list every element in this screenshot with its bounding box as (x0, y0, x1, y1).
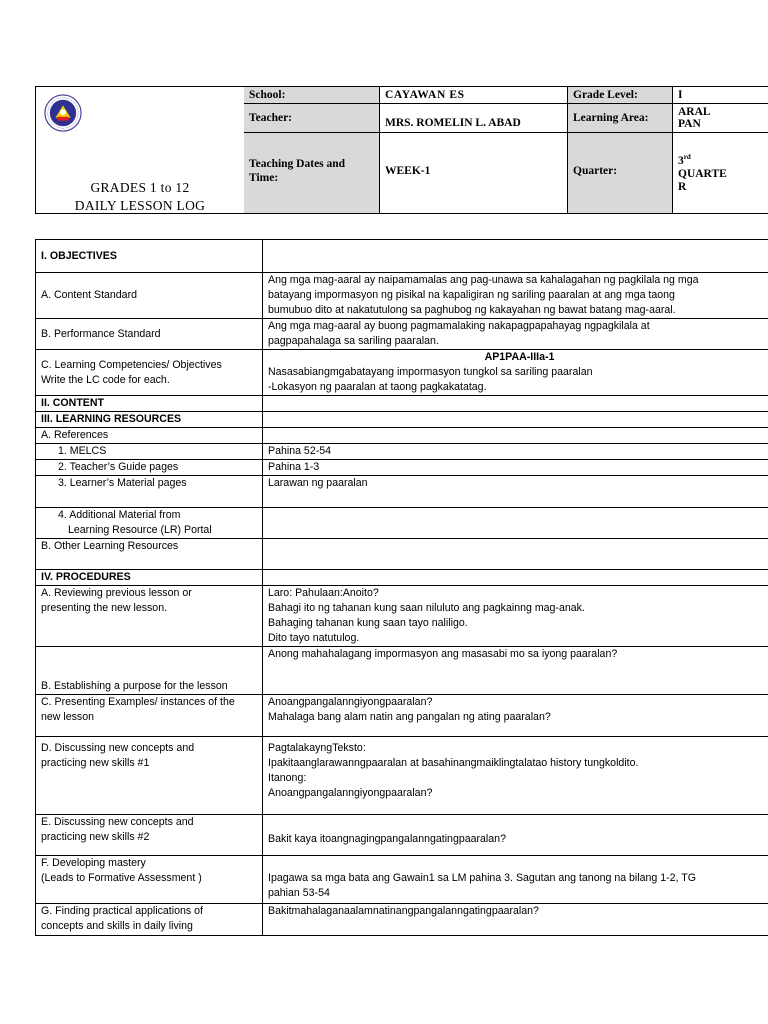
mastery-label (36, 856, 263, 904)
examples-label (36, 695, 263, 737)
teaching-dates-label: Teaching Dates and Time: (244, 133, 379, 213)
table-row (36, 350, 768, 396)
teacher-value: MRS. ROMELIN L. ABAD (385, 117, 521, 129)
table-row (36, 412, 768, 428)
text-line: Learning Resource (LR) Portal (68, 524, 212, 536)
additional-material-label (36, 508, 263, 539)
text-line: Bahaging tahanan kung saan tayo naliligo. (268, 617, 468, 629)
text-line: concepts and skills in daily living (41, 920, 193, 932)
applications-label (36, 904, 263, 936)
table-row (36, 460, 768, 476)
content-heading: II. CONTENT (36, 396, 263, 412)
learning-area-value: ARAL PAN (678, 106, 710, 130)
table-row (36, 508, 768, 539)
discuss-1-label (36, 737, 263, 815)
text-line: Ang mga mag-aaral ay buong pagmamalaking nakapagpapahayag ngpagkilala at (268, 320, 650, 332)
text-line: Mahalaga bang alam natin ang pangalan ng ating paaralan? (268, 711, 551, 723)
deped-seal-icon (44, 94, 82, 132)
text-line: Bahagi ito ng tahanan kung saan niluluto ang pagkainng mag-anak. (268, 602, 585, 614)
table-row (36, 695, 768, 737)
teaching-dates-value: WEEK-1 (385, 165, 431, 177)
school-value: CAYAWAN ES (385, 89, 465, 101)
log-title-daily-lesson-log: DAILY LESSON LOG (74, 198, 206, 213)
text-line: Ang mga mag-aaral ay naipamamalas ang pag-unawa sa kahalagahan ng pagkilala ng mga (268, 274, 699, 286)
purpose-label: B. Establishing a purpose for the lesson (36, 647, 263, 695)
references-label: A. References (36, 428, 263, 444)
text-line: Anoangpangalanngiyongpaaralan? (268, 787, 433, 799)
text-line: new lesson (41, 711, 94, 723)
text-line: E. Discussing new concepts and (41, 816, 194, 828)
text-line: D. Discussing new concepts and (41, 742, 195, 754)
references-cell (263, 428, 768, 444)
table-row (36, 476, 768, 508)
procedures-heading: IV. PROCEDURES (36, 570, 263, 586)
learners-material-value: Larawan ng paaralan (263, 476, 768, 508)
review-label (36, 586, 263, 647)
quarter-text-1: QUARTE (678, 167, 727, 180)
text-line: C. Learning Competencies/ Objectives (41, 358, 222, 371)
table-row (36, 240, 768, 273)
teachers-guide-value: Pahina 1-3 (263, 460, 768, 476)
performance-standard-value (263, 319, 768, 350)
quarter-value (673, 133, 768, 213)
text-line: Ipagawa sa mga bata ang Gawain1 sa LM pahina 3. Sagutan ang tanong na bilang 1-2, TG (268, 872, 696, 884)
learning-competencies-value (263, 350, 768, 396)
objectives-cell (263, 240, 768, 273)
discuss-2-value: Bakit kaya itoangnagingpangalanngatingpaaralan? (263, 815, 768, 856)
table-row (36, 737, 768, 815)
text-line: Laro: Pahulaan:Anoito? (268, 587, 379, 599)
table-row (36, 647, 768, 695)
objectives-heading: I. OBJECTIVES (36, 240, 263, 273)
text-line: -Lokasyon ng paaralan at taong pagkakatatag. (268, 381, 487, 393)
mastery-value (263, 856, 768, 904)
grid-divider (672, 87, 673, 213)
table-row (36, 856, 768, 904)
content-cell (263, 396, 768, 412)
teacher-label: Teacher: (244, 104, 379, 132)
table-row (36, 428, 768, 444)
grid-divider (567, 87, 568, 213)
text-line: pahian 53-54 (268, 887, 330, 899)
text-line: F. Developing mastery (41, 857, 146, 869)
text-line: pagpapahalaga sa sariling paaralan. (268, 335, 439, 347)
discuss-2-label (36, 815, 263, 856)
text-line: Itanong: (268, 772, 307, 784)
table-row (36, 570, 768, 586)
table-row (36, 904, 768, 936)
learning-area-label: Learning Area: (568, 104, 672, 132)
table-row (36, 319, 768, 350)
quarter-number: 3 (678, 154, 684, 167)
performance-standard-label: B. Performance Standard (36, 319, 263, 350)
text-line: Anoangpangalanngiyongpaaralan? (268, 696, 433, 708)
melcs-value: Pahina 52-54 (263, 444, 768, 460)
log-title-grades: GRADES 1 to 12 (90, 180, 190, 195)
header-table (35, 86, 768, 214)
resources-cell (263, 412, 768, 428)
table-row (36, 586, 768, 647)
table-row (36, 815, 768, 856)
content-standard-value (263, 273, 768, 319)
table-row (36, 539, 768, 570)
grid-divider (379, 87, 380, 213)
title-cell (36, 87, 245, 213)
text-line: bumubuo dito at nakatutulong sa paghubog ng kakayahan ng bawat batang mag-aaral. (268, 304, 676, 316)
content-standard-label: A. Content Standard (36, 273, 263, 319)
text-line: A. Reviewing previous lesson or (41, 587, 192, 599)
text-line: practicing new skills #1 (41, 757, 150, 769)
text-line: Dito tayo natutulog. (268, 632, 360, 644)
review-value (263, 586, 768, 647)
grid-divider (244, 103, 768, 104)
other-resources-label: B. Other Learning Resources (36, 539, 263, 570)
quarter-text-2: R (678, 180, 687, 193)
text-line: Write the LC code for each. (41, 373, 170, 386)
lesson-log-table (35, 239, 768, 936)
text-line: Nasasabiangmgabatayang impormasyon tungkol sa sariling paaralan (268, 366, 593, 378)
purpose-value: Anong mahahalagang impormasyon ang masasabi mo sa iyong paaralan? (263, 647, 768, 695)
other-resources-value (263, 539, 768, 570)
text-line: presenting the new lesson. (41, 602, 168, 614)
text-line: C. Presenting Examples/ instances of the (41, 696, 235, 708)
procedures-cell (263, 570, 768, 586)
examples-value (263, 695, 768, 737)
learning-resources-heading: III. LEARNING RESOURCES (36, 412, 263, 428)
header-info-grid (244, 87, 768, 213)
competency-code: AP1PAA-IIIa-1 (484, 351, 555, 363)
table-row (36, 396, 768, 412)
school-label: School: (244, 87, 379, 103)
applications-value: Bakitmahalaganaalamnatinangpangalanngatingpaaralan? (263, 904, 768, 936)
table-row (36, 444, 768, 460)
text-line: PagtalakayngTeksto: (268, 742, 366, 754)
melcs-label: 1. MELCS (36, 444, 263, 460)
grade-level-label: Grade Level: (568, 87, 672, 103)
quarter-label: Quarter: (568, 133, 672, 213)
learning-competencies-label (36, 350, 263, 396)
table-row (36, 273, 768, 319)
additional-material-value (263, 508, 768, 539)
text-line: (Leads to Formative Assessment ) (41, 872, 202, 884)
text-line: 4. Additional Material from (58, 509, 181, 521)
text-line: Ipakitaanglarawanngpaaralan at basahinangmaiklingtalatao history tungkoldito. (268, 757, 639, 769)
teachers-guide-label: 2. Teacher’s Guide pages (36, 460, 263, 476)
learners-material-label: 3. Learner’s Material pages (36, 476, 263, 508)
text-line: batayang impormasyon ng pisikal na kapaligiran ng sariling paaralan at ang mga taong (268, 289, 675, 301)
grid-divider (244, 132, 768, 133)
grade-level-value: I (678, 89, 683, 101)
text-line: practicing new skills #2 (41, 831, 150, 843)
quarter-suffix: rd (683, 153, 691, 161)
discuss-1-value (263, 737, 768, 815)
text-line: G. Finding practical applications of (41, 905, 203, 917)
